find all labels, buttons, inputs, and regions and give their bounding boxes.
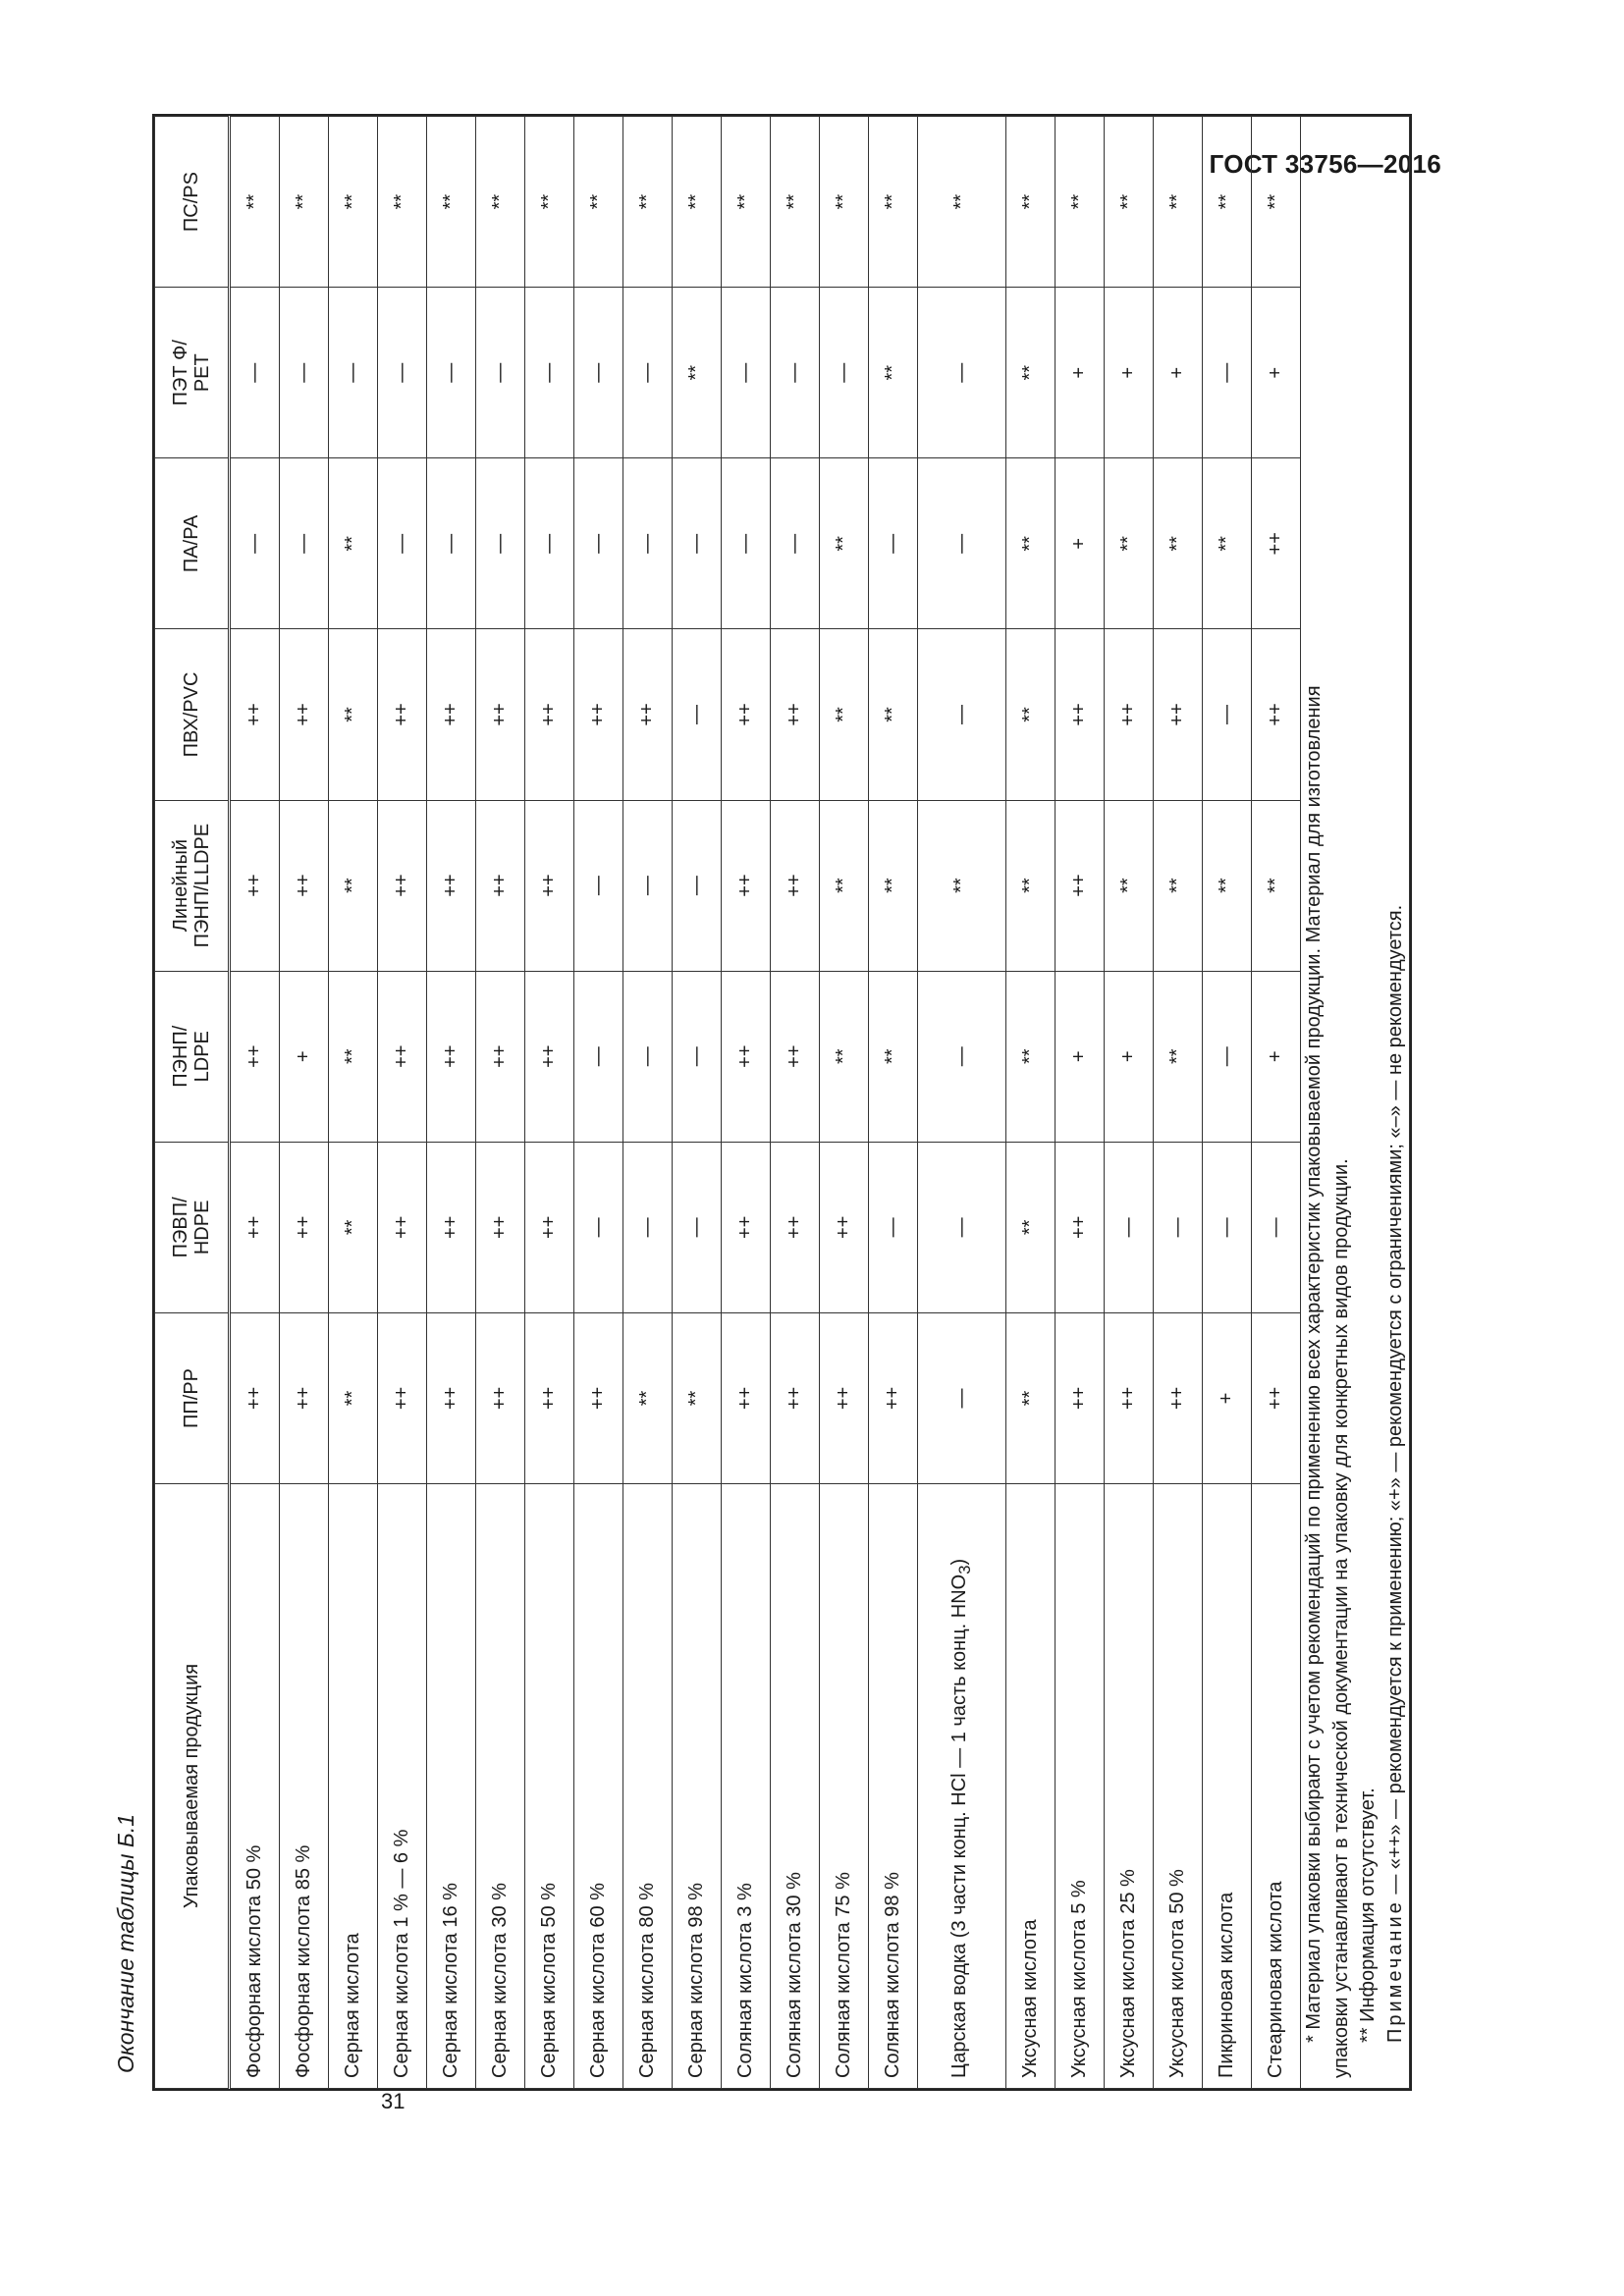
table-frame [152,114,1412,2091]
value-ps: ** [476,117,525,288]
header-ldpe-line2: LDPE [191,1031,213,1083]
product-name: Фосфорная кислота 85 % [280,1484,329,2089]
table-row [1105,117,1154,2089]
value-hdpe: — [1105,1142,1154,1312]
header-lldpe-line1: Линейный [170,838,191,933]
table-row [771,117,820,2089]
value-pp: ++ [574,1312,623,1483]
header-pet [155,288,230,458]
table-row [918,117,1006,2089]
value-lldpe: ** [869,800,918,971]
value-hdpe: ++ [771,1142,820,1312]
value-pvc: ++ [1056,629,1105,800]
product-name: Соляная кислота 30 % [771,1484,820,2089]
value-hdpe: ** [1006,1142,1056,1312]
value-hdpe: ++ [230,1142,280,1312]
value-ps: ** [230,117,280,288]
value-pp: ++ [230,1312,280,1483]
table-row [230,117,280,2089]
table-row [476,117,525,2089]
table-row [378,117,427,2089]
value-ldpe: ** [869,971,918,1142]
table-row [673,117,722,2089]
table-row [280,117,329,2089]
value-pa: ** [1006,458,1056,629]
value-ps: ** [771,117,820,288]
value-ldpe: ++ [722,971,771,1142]
header-lldpe [155,800,230,971]
value-pa: ** [1154,458,1203,629]
product-name: Уксусная кислота 5 % [1056,1484,1105,2089]
value-pp: ** [673,1312,722,1483]
value-pa: ** [1105,458,1154,629]
product-name-subscript: 3 [955,1565,974,1575]
value-hdpe: — [869,1142,918,1312]
value-pp: ++ [476,1312,525,1483]
value-lldpe: ** [329,800,378,971]
value-ldpe: ** [1006,971,1056,1142]
value-ldpe: — [1203,971,1252,1142]
product-name: Уксусная кислота 25 % [1105,1484,1154,2089]
value-ldpe: ++ [378,971,427,1142]
value-ps: ** [280,117,329,288]
value-pa: — [869,458,918,629]
footnote-1-line-2: упаковки устанавливают в технической документации на упаковку для конкретных видов продукции. [1329,1158,1352,2078]
value-ldpe: — [574,971,623,1142]
value-hdpe: ++ [525,1142,574,1312]
value-hdpe: ++ [378,1142,427,1312]
value-pet: ** [869,288,918,458]
value-hdpe: — [623,1142,673,1312]
value-lldpe: — [574,800,623,971]
table-row [427,117,476,2089]
header-product: Упаковываемая продукция [155,1484,230,2089]
value-pa: — [722,458,771,629]
value-lldpe: ++ [427,800,476,971]
value-pvc: ** [329,629,378,800]
value-pp: ++ [722,1312,771,1483]
product-name: Серная кислота 98 % [673,1484,722,2089]
value-pvc: ++ [574,629,623,800]
header-pet-line1: ПЭТ Ф/ [170,340,191,406]
product-name: Соляная кислота 98 % [869,1484,918,2089]
value-ps: ** [673,117,722,288]
chemical-compatibility-table [154,116,1410,2089]
value-pp: ** [329,1312,378,1483]
header-ldpe [155,971,230,1142]
value-pa: — [771,458,820,629]
header-pet-line2: PET [191,353,213,393]
value-lldpe: ** [1154,800,1203,971]
value-ldpe: ** [1154,971,1203,1142]
value-hdpe: — [918,1142,1006,1312]
value-lldpe: — [623,800,673,971]
value-lldpe: ** [1252,800,1301,971]
value-pvc: ++ [771,629,820,800]
value-pvc: ++ [280,629,329,800]
value-pet: ** [673,288,722,458]
value-pet: — [427,288,476,458]
value-ldpe: ++ [427,971,476,1142]
value-pvc: ++ [427,629,476,800]
value-pet: — [329,288,378,458]
value-ldpe: ++ [476,971,525,1142]
value-pvc: ++ [623,629,673,800]
value-pvc: — [1203,629,1252,800]
value-pp: ++ [1252,1312,1301,1483]
table-notes-row [1301,117,1410,2089]
table-row [869,117,918,2089]
value-ldpe: + [280,971,329,1142]
value-pet: — [280,288,329,458]
value-ps: ** [329,117,378,288]
value-ldpe: — [918,971,1006,1142]
value-hdpe: — [574,1142,623,1312]
value-ldpe: — [673,971,722,1142]
product-name: Серная кислота 60 % [574,1484,623,2089]
product-name: Соляная кислота 75 % [820,1484,869,2089]
value-hdpe: ++ [427,1142,476,1312]
value-pp: ++ [771,1312,820,1483]
product-name-tail: ) [948,1558,970,1566]
value-ps: ** [427,117,476,288]
header-hdpe [155,1142,230,1312]
table-row [329,117,378,2089]
value-pet: ** [1006,288,1056,458]
product-name: Серная кислота 16 % [427,1484,476,2089]
value-hdpe: — [1203,1142,1252,1312]
value-pet: + [1252,288,1301,458]
table-row [1203,117,1252,2089]
table-row [1056,117,1105,2089]
value-lldpe: ++ [771,800,820,971]
header-ps: ПС/PS [155,117,230,288]
product-name: Пикриновая кислота [1203,1484,1252,2089]
table-caption: Окончание таблицы Б.1 [113,1813,138,2073]
value-pet: — [918,288,1006,458]
value-lldpe: ++ [722,800,771,971]
header-ldpe-line1: ПЭНП/ [170,1025,191,1088]
document-header: ГОСТ 33756—2016 [1209,149,1441,179]
value-pa: — [378,458,427,629]
value-ps: ** [1154,117,1203,288]
value-ldpe: ++ [525,971,574,1142]
value-pvc: ++ [378,629,427,800]
table-remark [1382,127,1410,2078]
value-hdpe: ++ [1056,1142,1105,1312]
value-pvc: ++ [1154,629,1203,800]
value-pa: ** [1203,458,1252,629]
value-pa: ** [820,458,869,629]
value-pa: — [476,458,525,629]
value-ps: ** [525,117,574,288]
value-ldpe: ** [329,971,378,1142]
footnote-1-line-1: * Материал упаковки выбирают с учетом рекомендаций по применению всех характеристик упаковываемой продукции. Материал для изготовления [1303,685,1325,2043]
value-ps: ** [820,117,869,288]
value-lldpe: ++ [1056,800,1105,971]
value-ldpe: + [1056,971,1105,1142]
value-pa: — [525,458,574,629]
product-name: Уксусная кислота 50 % [1154,1484,1203,2089]
header-pp: ПП/PP [155,1312,230,1483]
header-hdpe-line1: ПЭВП/ [170,1197,191,1258]
value-pvc: ++ [525,629,574,800]
value-pvc: ++ [230,629,280,800]
value-pet: — [1203,288,1252,458]
value-hdpe: — [1252,1142,1301,1312]
value-pp: ++ [1056,1312,1105,1483]
value-pa: — [673,458,722,629]
table-row [1006,117,1056,2089]
value-hdpe: ++ [820,1142,869,1312]
product-name: Серная кислота 30 % [476,1484,525,2089]
value-lldpe: ++ [476,800,525,971]
remark-label: Примечание [1383,1899,1406,2043]
value-ps: ** [722,117,771,288]
value-lldpe: ++ [378,800,427,971]
value-pet: — [820,288,869,458]
value-lldpe: ** [1203,800,1252,971]
value-pvc: ** [869,629,918,800]
remark-text: — «++» — рекомендуется к применению; «+» — рекомендуется с ограничениями; «–» — не рекомендуется. [1383,904,1406,1900]
value-pet: + [1105,288,1154,458]
value-ldpe: + [1105,971,1154,1142]
value-pp: ++ [1105,1312,1154,1483]
value-ps: ** [623,117,673,288]
value-pa: ++ [1252,458,1301,629]
value-pp: — [918,1312,1006,1483]
table-header-row [155,117,230,2089]
value-pet: — [771,288,820,458]
table-row [722,117,771,2089]
value-pvc: — [673,629,722,800]
product-name: Фосфорная кислота 50 % [230,1484,280,2089]
value-hdpe: ++ [280,1142,329,1312]
value-ps: ** [1006,117,1056,288]
value-pet: — [623,288,673,458]
header-pa: ПА/PA [155,458,230,629]
value-pp: ** [623,1312,673,1483]
value-pp: + [1203,1312,1252,1483]
value-lldpe: ++ [280,800,329,971]
page-number: 31 [381,2089,406,2113]
value-ldpe: ++ [230,971,280,1142]
value-ps: ** [918,117,1006,288]
value-pvc: ++ [476,629,525,800]
value-hdpe: — [1154,1142,1203,1312]
product-name [918,1484,1006,2089]
rotated-table-block [113,108,1438,2091]
value-pa: — [574,458,623,629]
value-pp: ++ [427,1312,476,1483]
product-name: Серная кислота [329,1484,378,2089]
value-lldpe: ** [1105,800,1154,971]
value-pet: — [722,288,771,458]
value-pp: ++ [869,1312,918,1483]
value-pet: — [574,288,623,458]
table-row [623,117,673,2089]
value-pa: — [230,458,280,629]
table-row [1252,117,1301,2089]
value-pp: ++ [280,1312,329,1483]
product-name-main: Царская водка (3 части конц. HCl — 1 часть конц. HNO [948,1574,970,2078]
value-pa: — [427,458,476,629]
value-pp: ++ [378,1312,427,1483]
value-pp: ** [1006,1312,1056,1483]
table-row [525,117,574,2089]
value-hdpe: — [673,1142,722,1312]
value-hdpe: ** [329,1142,378,1312]
table-row [1154,117,1203,2089]
value-pa: — [623,458,673,629]
value-pvc: ** [820,629,869,800]
value-ldpe: ** [820,971,869,1142]
product-name: Соляная кислота 3 % [722,1484,771,2089]
product-name: Стеариновая кислота [1252,1484,1301,2089]
value-ldpe: ++ [771,971,820,1142]
value-pet: — [525,288,574,458]
value-pp: ++ [820,1312,869,1483]
value-ldpe: — [623,971,673,1142]
value-lldpe: ++ [230,800,280,971]
value-pa: + [1056,458,1105,629]
product-name: Уксусная кислота [1006,1484,1056,2089]
value-ps: ** [574,117,623,288]
value-hdpe: ++ [476,1142,525,1312]
value-ps: ** [378,117,427,288]
table-row [820,117,869,2089]
product-name: Серная кислота 50 % [525,1484,574,2089]
value-pp: ++ [1154,1312,1203,1483]
value-lldpe: ** [820,800,869,971]
value-ps: ** [1056,117,1105,288]
table-row [574,117,623,2089]
value-pa: ** [329,458,378,629]
value-hdpe: ++ [722,1142,771,1312]
header-pvc: ПВХ/PVC [155,629,230,800]
product-name: Серная кислота 1 % — 6 % [378,1484,427,2089]
footnote-2: ** Информация отсутствует. [1357,1788,1380,2043]
value-ps: ** [1105,117,1154,288]
product-name: Серная кислота 80 % [623,1484,673,2089]
value-ps: ** [869,117,918,288]
header-hdpe-line2: HDPE [191,1200,213,1255]
value-ldpe: + [1252,971,1301,1142]
value-lldpe: ** [918,800,1006,971]
value-lldpe: — [673,800,722,971]
value-pet: + [1154,288,1203,458]
value-pvc: — [918,629,1006,800]
value-pvc: ++ [722,629,771,800]
value-pp: ++ [525,1312,574,1483]
value-lldpe: ** [1006,800,1056,971]
value-pet: + [1056,288,1105,458]
value-pvc: ** [1006,629,1056,800]
value-pet: — [476,288,525,458]
value-pet: — [378,288,427,458]
value-pvc: ++ [1252,629,1301,800]
value-ps: ** [1203,117,1252,288]
value-pvc: ++ [1105,629,1154,800]
table-notes [1301,117,1410,2089]
header-lldpe-line2: ПЭНП/LLDPE [191,823,213,948]
value-pa: — [280,458,329,629]
value-lldpe: ++ [525,800,574,971]
value-pet: — [230,288,280,458]
value-ps: ** [1252,117,1301,288]
value-pa: — [918,458,1006,629]
